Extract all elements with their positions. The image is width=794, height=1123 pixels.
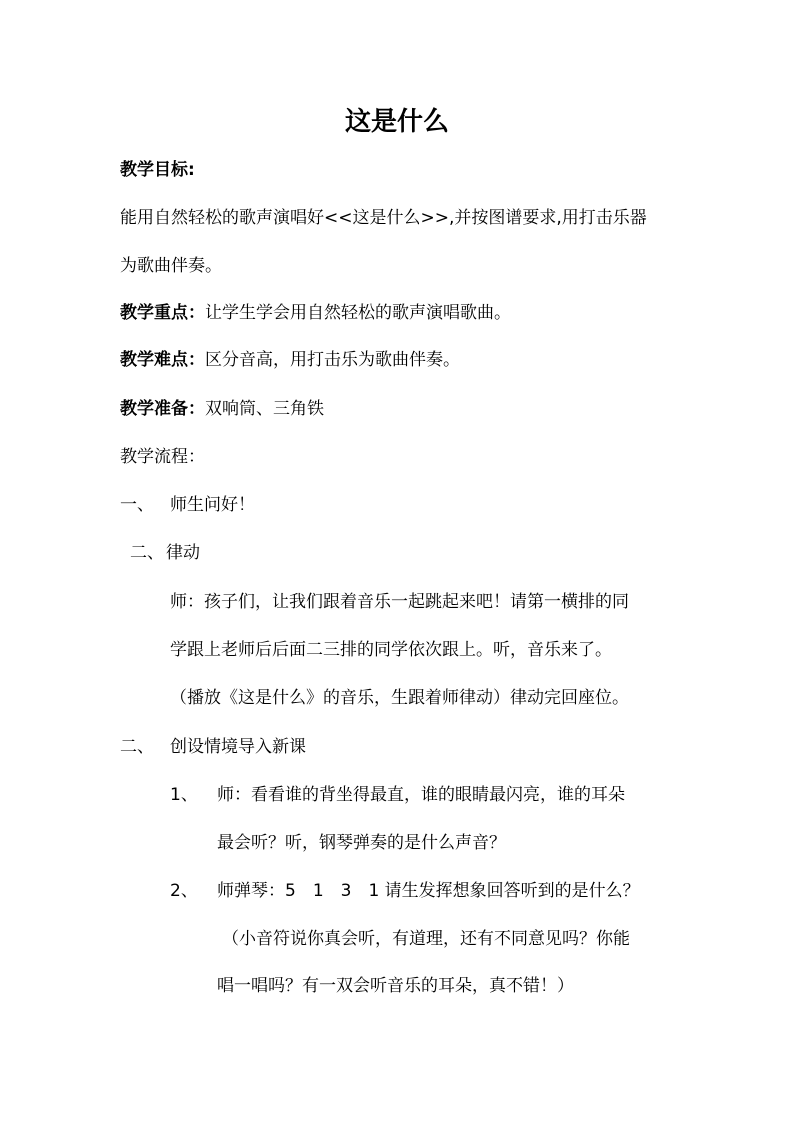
- step2-text: 律动: [166, 543, 200, 563]
- difficulty-text: 区分音高，用打击乐为歌曲伴奏。: [205, 350, 460, 370]
- page-title: 这是什么: [344, 107, 449, 137]
- preparation-label: 教学准备：: [120, 399, 205, 419]
- step3-text: 创设情境导入新课: [170, 737, 306, 757]
- key-point-label: 教学重点：: [120, 303, 205, 323]
- step2-para-text-2: 学跟上老师后后面二三排的同学依次跟上。听，音乐来了。: [170, 640, 612, 660]
- sub2-text-2: （小音符说你真会听，有道理，还有不同意见吗？你能: [222, 929, 630, 949]
- difficulty-label: 教学难点：: [120, 350, 205, 370]
- sub1-text-2: 最会听？听，钢琴弹奏的是什么声音？: [217, 833, 506, 853]
- sub2-number: 2、: [170, 881, 198, 901]
- step1-number: 一、: [120, 495, 154, 515]
- step1-text: 师生问好！: [170, 495, 255, 515]
- step2-number: 二、: [130, 543, 164, 563]
- objective-text-line-1: 能用自然轻松的歌声演唱好<<这是什么>>,并按图谱要求,用打击乐器: [120, 208, 647, 228]
- step2-para-text-1: 师：孩子们，让我们跟着音乐一起跳起来吧！请第一横排的同: [170, 592, 629, 612]
- process-label: 教学流程：: [120, 447, 205, 467]
- sub2-text-3: 唱一唱吗？有一双会听音乐的耳朵，真不错！）: [217, 976, 574, 996]
- objective-text-line-2: 为歌曲伴奏。: [120, 256, 222, 276]
- sub1-text-1: 师：看看谁的背坐得最直，谁的眼睛最闪亮，谁的耳朵: [217, 785, 625, 805]
- objective-label: 教学目标:: [120, 160, 195, 180]
- key-point-text: 让学生学会用自然轻松的歌声演唱歌曲。: [205, 303, 511, 323]
- sub1-number: 1、: [170, 785, 198, 805]
- sub2-text-1: 师弹琴：5 1 3 1 请生发挥想象回答听到的是什么？: [217, 881, 640, 901]
- step2-para-text-3: （播放《这是什么》的音乐，生跟着师律动）律动完回座位。: [170, 688, 629, 708]
- preparation-text: 双响筒、三角铁: [205, 399, 324, 419]
- step3-number: 二、: [120, 737, 154, 757]
